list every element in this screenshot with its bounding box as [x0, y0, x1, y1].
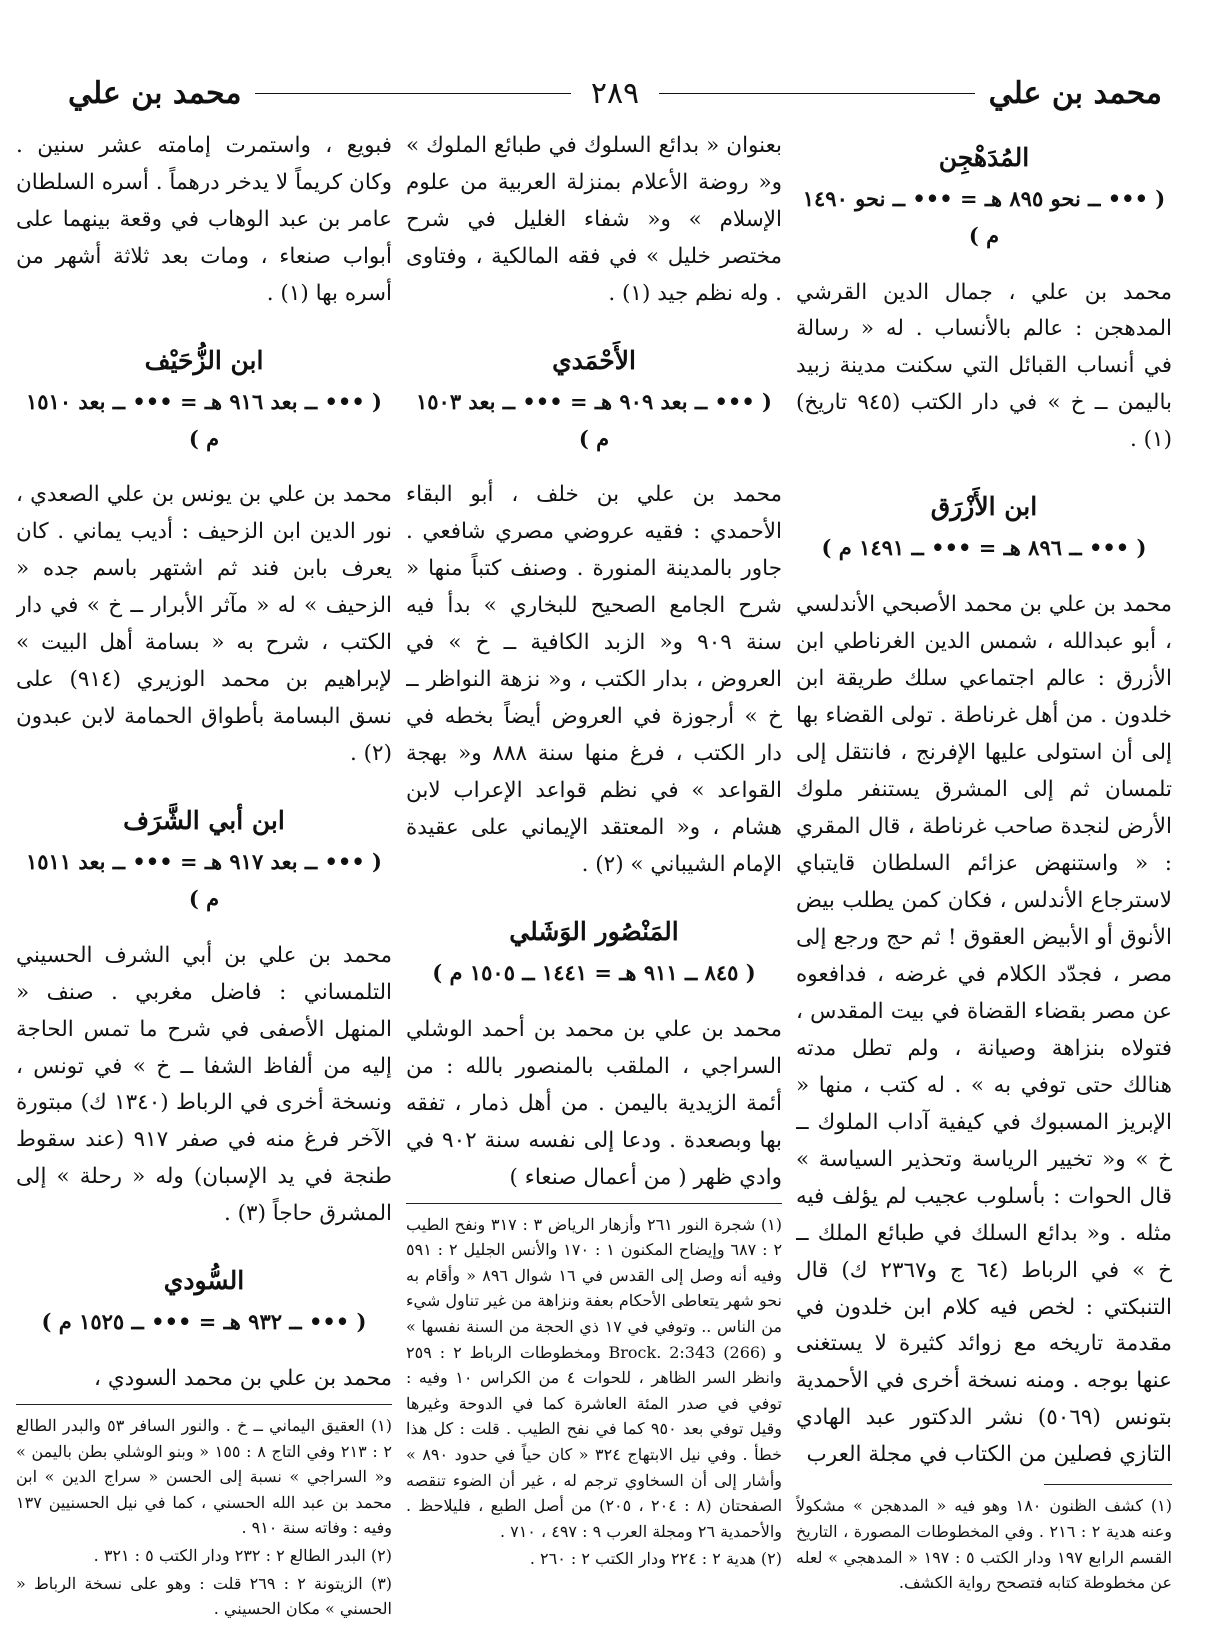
footnote: (١) العقيق اليماني ــ خ . والنور السافر ٥٣ والبدر الطالع ٢ : ٢١٣ وفي التاج ٨ : ١٥٥ « وبنو الوشلي بطن باليمن » و« السراجي » نسبة إلى الحسن « سراج الدين » ابن محمد بن عبد الله الحسني ، كما في نيل الحسنيين ١٣٧ وفيه : وفاته سنة ٩١٠ . [16, 1416, 392, 1538]
entry-dates: ( ••• ــ ٨٩٦ هـ = ••• ــ ١٤٩١ م ) [821, 535, 1147, 561]
header-rule-left [255, 93, 570, 94]
entry-title: الأَحْمَدي [552, 345, 636, 375]
entry-continuation: بعنوان « بدائع السلوك في طبائع الملوك » و« روضة الأعلام بمنزلة العربية من علوم الإسلام » و« شفاء الغليل في شرح مختصر خليل » في فقه المالكية ، وفتاوى . وله نظم جيد (١) . [406, 133, 782, 306]
column-middle [406, 128, 782, 1628]
entry-continuation: فبويع ، واستمرت إمامته عشر سنين . وكان كريماً لا يدخر درهماً . أسره السلطان عامر بن عبد الوهاب في وقعة بينهما على أبواب صنعاء ، ومات بعد ثلاثة أشهر من أسره بها (١) . [16, 133, 392, 306]
entry-title: المَنْصُور الوَشَلي [509, 917, 679, 946]
footnote: (٢) البدر الطالع ٢ : ٢٣٢ ودار الكتب ٥ : ٣٢١ . [93, 1546, 392, 1566]
column-right [796, 128, 1172, 1628]
footnote-separator [1044, 1484, 1172, 1485]
entry-dates: ( ••• ــ ٩٣٢ هـ = ••• ــ ١٥٢٥ م ) [41, 1309, 367, 1335]
header-name-right: محمد بن علي [988, 75, 1162, 111]
entry-dates: ( ••• ــ بعد ٩١٦ هـ = ••• ــ بعد ١٥١٠ م ) [26, 388, 382, 451]
entry-title: ابن الأَزْرَق [930, 492, 1038, 522]
footnotes [796, 1493, 1172, 1595]
entry-dates: ( ••• ــ بعد ٩١٧ هـ = ••• ــ بعد ١٥١١ م ) [26, 849, 382, 911]
footnote: (٣) الزيتونة ٢ : ٢٦٩ قلت : وهو على نسخة الرباط « الحسني » مكان الحسيني . [16, 1573, 392, 1619]
footnote-separator [406, 1203, 782, 1204]
entry-title: المُدَهْجِن [938, 143, 1030, 172]
entry-body: محمد بن علي بن خلف ، أبو البقاء الأحمدي : فقيه عروضي مصري شافعي . جاور بالمدينة المنورة . وصنف كتباً منها « شرح الجامع الصحيح للبخاري » بدأ فيه سنة ٩٠٩ و« الزبد الكافية ــ خ » في العروض ، بدار الكتب ، و« نزهة النواظر ــ خ » أرجوزة في العروض أيضاً بخطه في دار الكتب ، فرغ منها سنة ٨٨٨ و« بهجة القواعد » في نظم قواعد الإعراب لابن هشام ، و« المعتقد الإيماني على عقيدة الإمام الشيباني » (٢) . [406, 482, 782, 878]
entry-body: محمد بن علي بن محمد الأصبحي الأندلسي ، أبو عبدالله ، شمس الدين الغرناطي ابن الأزرق : عالم اجتماعي سلك طريقة ابن خلدون . من أهل غرناطة . تولى القضاء بها إلى أن استولى عليها الإفرنج ، فانتقل إلى تلمسان ثم إلى المشرق يستنفر ملوك الأرض لنجدة صاحب غرناطة ، قال المقري : « واستنهض عزائم السلطان قايتباي لاسترجاع الأندلس ، فكان كمن يطلب بيض الأنوق أو الأبيض العقوق ! ثم حج ورجع إلى مصر ، فجدّد الكلام في غرضه ، فدافعوه عن مصر بقضاء القضاة في بيت المقدس ، فتولاه بنزاهة وصيانة ، ولم تطل مدته هنالك حتى توفي به » . له كتب ، منها « الإبريز المسبوك في كيفية آداب الملوك ــ خ » و« تخيير الرياسة وتحذير السياسة » قال الحوات : بأسلوب عجيب لم يؤلف فيه مثله . و« بدائع السلك في طبائع الملك ــ خ » في الرباط (٦٤ ج و٢٣٦٧ ك) قال التنبكتي : لخص فيه كلام ابن خلدون في مقدمة تاريخه مع زوائد كثيرة لا يستغنى عنها بوجه . ومنه نسخة أخرى في الأحمدية بتونس (٥٠٦٩) نشر الدكتور عبد الهادي التازي فصلين من الكتاب في مجلة العرب [796, 592, 1172, 1468]
entry-body: محمد بن علي بن يونس بن علي الصعدي ، نور الدين ابن الزحيف : أديب يماني . كان يعرف بابن فند ثم اشتهر باسم جده « الزحيف » له « مآثر الأبرار ــ خ » في دار الكتب ، شرح به « بسامة أهل البيت » لإبراهيم بن محمد الوزيري (٩١٤) على نسق البسامة بأطواق الحمامة لابن عبدون (٢) . [16, 482, 392, 767]
footnote-separator [16, 1404, 392, 1405]
entry-dates: ( ••• ــ نحو ٨٩٥ هـ = ••• ــ نحو ١٤٩٠ م ) [802, 186, 1166, 248]
entry-dates: ( ٨٤٥ ــ ٩١١ هـ = ١٤٤١ ــ ١٥٠٥ م ) [432, 960, 756, 985]
header-name-left: محمد بن علي [68, 75, 242, 111]
entry-dates: ( ••• ــ بعد ٩٠٩ هـ = ••• ــ بعد ١٥٠٣ م ) [416, 388, 772, 451]
footnotes [406, 1212, 782, 1572]
page-number: ٢٨٩ [590, 75, 640, 111]
entry-title: ابن أبي الشَّرَف [123, 806, 285, 836]
header-rule-right [659, 93, 974, 94]
entry-title: ابن الزُّحَيْف [144, 345, 264, 375]
entry-body: محمد بن علي ، جمال الدين القرشي المدهجن : عالم بالأنساب . له « رسالة في أنساب القبائل التي سكنت مدينة زبيد باليمن ــ خ » في دار الكتب (٩٤٥ تاريخ) (١) . [796, 279, 1172, 453]
entry-body: محمد بن علي بن أبي الشرف الحسيني التلمساني : فاضل مغربي . صنف « المنهل الأصفى في شرح ما تمس الحاجة إليه من ألفاظ الشفا ــ خ » في تونس ، ونسخة أخرى في الرباط (١٣٤٠ ك) مبتورة الآخر فرغ منه في صفر ٩١٧ (عند سقوط طنجة في يد الإسبان) وله « رحلة » إلى المشرق حاجاً (٣) . [16, 942, 392, 1227]
entry-body: محمد بن علي بن محمد بن أحمد الوشلي السراجي ، الملقب بالمنصور بالله : من أئمة الزيدية باليمن . من أهل ذمار ، تفقه بها وبصعدة . ودعا إلى نفسه سنة ٩٠٢ في وادي ظهر ( من أعمال صنعاء ) [406, 1016, 782, 1190]
entry-body: محمد بن علي بن محمد السودي ، [94, 1366, 392, 1392]
footnote: (١) شجرة النور ٢٦١ وأزهار الرياض ٣ : ٣١٧ ونفح الطيب ٢ : ٦٨٧ وإيضاح المكنون ١ : ١٧٠ والأنس الجليل ٢ : ٥٩١ وفيه أنه وصل إلى القدس في ١٦ شوال ٨٩٦ « وأقام به نحو شهر يتعاطى الأحكام بعفة ونزاهة من غير تناول شيء من الناس .. وتوفي في ١٧ ذي الحجة من السنة نفسها » و Brock. 2:343 (266) ومخطوطات الرباط ٢ : ٢٥٩ وانظر السر الظاهر ، للحوات ٤ من الكراس ١٠ وفيه : توفي في صدر المئة العاشرة كما في الدوحة وغيرها وقيل توفي بعد ٩٥٠ كما في نفح الطيب . قلت : كل هذا خطأ . وفي نيل الابتهاج ٣٢٤ « كان حياً في حدود ٨٩٠ » وأشار إلى أن السخاوي ترجم له ، غير أن الضوء تنقصه الصفحتان (٨ : ٢٠٤ ، ٢٠٥) من أصل الطبع ، فليلاحظ . والأحمدية ٢٦ ومجلة العرب ٩ : ٤٩٧ ، ٧١٠ . [406, 1214, 782, 1541]
footnote: (١) كشف الظنون ١٨٠ وهو فيه « المدهجن » مشكولاً وعنه هدية ٢ : ٢١٦ . وفي المخطوطات المصورة ، التاريخ القسم الرابع ١٩٧ ودار الكتب ٥ : ١٩٧ « المدهجي » لعله عن مخطوطة كتابه فتصحح رواية الكشف. [796, 1496, 1172, 1593]
entry-title: السُّودي [163, 1266, 245, 1296]
running-header [68, 68, 1162, 118]
column-left [16, 128, 392, 1628]
footnote: (٢) هدية ٢ : ٢٢٤ ودار الكتب ٢ : ٢٦٠ . [529, 1549, 782, 1569]
footnotes [16, 1413, 392, 1622]
